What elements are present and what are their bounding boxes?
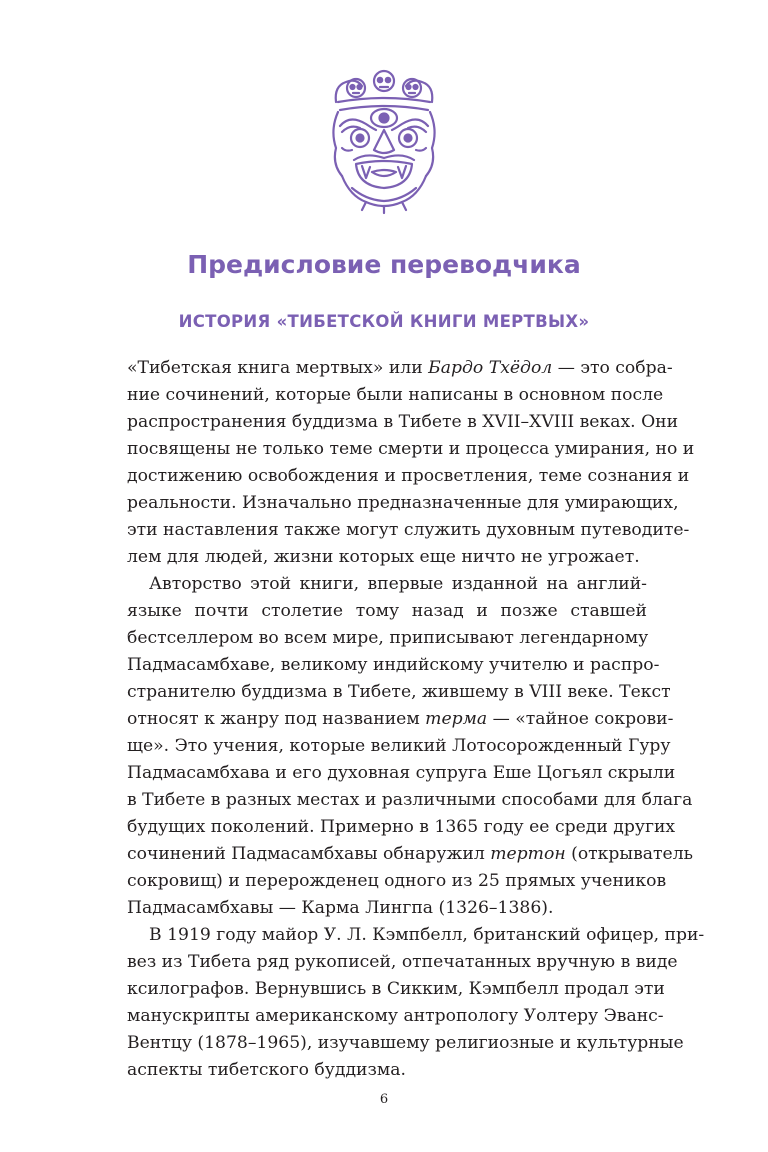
page-number: 6 [379,1092,389,1107]
text-line: бестселлером во всем мире, приписывают легендарному [127,628,649,648]
text-line: реальности. Изначально предназначенные для умирающих, [127,493,679,513]
text-line: манускрипты американскому антропологу Уолтеру Эванс- [127,1006,664,1026]
text-line: В 1919 году майор У. Л. Кэмпбелл, британский офицер, при- [149,925,705,945]
text-line: ксилографов. Вернувшись в Сикким, Кэмпбелл продал эти [127,979,665,999]
text-line: эти наставления также могут служить духовным путеводите- [127,520,690,540]
mahakala-mask-icon [326,68,442,214]
text-line: языке почти столетие тому назад и позже ставшей [127,601,647,621]
text-line: посвящены не только теме смерти и процесса умирания, но и [127,439,695,459]
text-line: ние сочинений, которые были написаны в основном после [127,385,664,405]
text-line: будущих поколений. Примерно в 1365 году ее среди других [127,817,676,837]
text-line: аспекты тибетского буддизма. [127,1060,406,1080]
text-line: «Тибетская книга мертвых» или Бардо Тхёдол — это собра- [127,358,673,378]
text-line: вез из Тибета ряд рукописей, отпечатанных вручную в виде [127,952,678,972]
text-line: относят к жанру под названием терма — «тайное сокрови- [127,709,674,729]
body-text [127,355,705,1084]
text-line: достижению освобождения и просветления, теме сознания и [127,466,690,486]
text-line: Вентцу (1878–1965), изучавшему религиозные и культурные [127,1033,684,1053]
text-line: ще». Это учения, которые великий Лотосорожденный Гуру [127,736,671,756]
text-line: Падмасамбхава и его духовная супруга Еше Цогьял скрыли [127,763,676,783]
chapter-title: Предисловие переводчика [187,250,581,279]
text-line: Авторство этой книги, впервые изданной на англий- [149,574,647,594]
text-line: в Тибете в разных местах и различными способами для блага [127,790,693,810]
text-line: распространения буддизма в Тибете в XVII–XVIII веках. Они [127,412,679,432]
text-line: лем для людей, жизни которых еще ничто не угрожает. [127,547,640,567]
text-line: Падмасамбхавы — Карма Лингпа (1326–1386). [127,898,554,918]
text-line: странителю буддизма в Тибете, жившему в VIII веке. Текст [127,682,671,702]
text-line: сочинений Падмасамбхавы обнаружил тертон (открыватель [127,844,693,864]
text-line: Падмасамбхаве, великому индийскому учителю и распро- [127,655,660,675]
text-line: сокровищ) и перерожденец одного из 25 прямых учеников [127,871,667,891]
chapter-subtitle: ИСТОРИЯ «ТИБЕТСКОЙ КНИГИ МЕРТВЫХ» [178,312,590,331]
